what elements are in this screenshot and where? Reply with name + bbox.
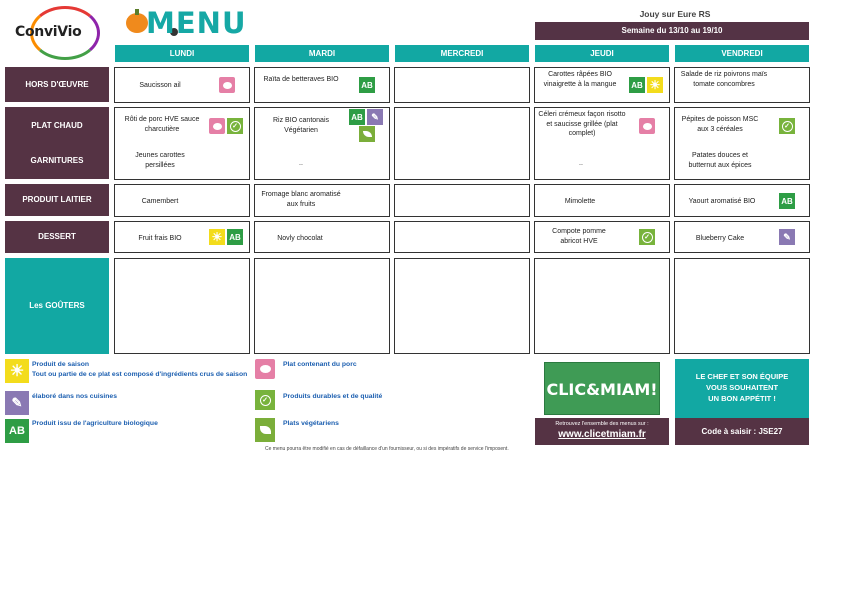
cell-hors-lundi (114, 67, 250, 103)
cell-gouters-mercredi (394, 258, 530, 354)
pork-icon (209, 118, 225, 134)
cell-laitier-mardi (254, 184, 390, 217)
cell-dessert-mardi (254, 221, 390, 253)
pumpkin-icon (126, 13, 148, 33)
menu-item: Blueberry Cake (695, 235, 745, 242)
menu-item: Fruit frais BIO (138, 235, 182, 242)
bio-icon: AB (629, 77, 645, 93)
legend-pork-icon (255, 359, 275, 379)
garniture-item: Jeunes carottes persillées (135, 152, 185, 169)
day-header-jeudi: JEUDI (535, 45, 669, 62)
cell-laitier-jeudi (534, 184, 670, 217)
menu-item: Pépites de poisson MSC aux 3 céréales (681, 116, 759, 133)
cell-laitier-lundi (114, 184, 250, 217)
bio-icon: AB (359, 77, 375, 93)
cell-plat-jeudi (534, 107, 670, 180)
chef-line3: UN BON APPÉTIT ! (708, 394, 776, 403)
legend-veg-icon (255, 418, 275, 442)
sun-icon: ☀ (209, 229, 225, 245)
chef-line1: LE CHEF ET SON ÉQUIPE (695, 372, 789, 381)
cell-gouters-lundi (114, 258, 250, 354)
legend-bio-icon: AB (5, 419, 29, 443)
row-label-plat-chaud: PLAT CHAUD (31, 121, 83, 130)
menu-item: Raïta de betteraves BIO (263, 76, 339, 83)
legend-sun-icon: ☀ (5, 359, 29, 383)
pork-icon (639, 118, 655, 134)
cell-dessert-mercredi (394, 221, 530, 253)
cell-gouters-mardi (254, 258, 390, 354)
cell-hors-mercredi (394, 67, 530, 103)
cell-plat-lundi (114, 107, 250, 180)
row-header-dessert: DESSERT (5, 221, 109, 253)
row-label-garnitures: GARNITURES (30, 156, 84, 165)
legend-chef-icon: ✎ (5, 391, 29, 415)
garniture-item: .. (299, 160, 303, 167)
chef-icon: ✎ (367, 109, 383, 125)
sun-icon: ☀ (647, 77, 663, 93)
veg-icon (359, 126, 375, 142)
cell-hors-vendredi (674, 67, 810, 103)
logo-text: ConviVio (15, 24, 82, 40)
legend-hve-icon: ✓ (255, 390, 275, 410)
menu-item: Rôti de porc HVE sauce charcutière (124, 116, 200, 133)
menu-item: Yaourt aromatisé BIO (688, 198, 756, 205)
cell-gouters-vendredi (674, 258, 810, 354)
disclaimer-note: Ce menu pourra être modifié en cas de défaillance d'un fournisseur, ou si des impératifs de service l'imposent. (265, 446, 509, 452)
site-name: Jouy sur Eure RS (639, 9, 711, 19)
clic-url-link[interactable]: www.clicetmiam.fr (558, 429, 646, 440)
day-header-lundi: LUNDI (115, 45, 249, 62)
cell-dessert-lundi (114, 221, 250, 253)
legend-pork: Plat contenant du porc (283, 361, 357, 368)
bio-icon: AB (227, 229, 243, 245)
row-header-gouters: Les GOÛTERS (5, 258, 109, 354)
bio-icon: AB (349, 109, 365, 125)
access-code: Code à saisir : JSE27 (675, 418, 809, 445)
row-header-hors-doeuvre: HORS D'ŒUVRE (5, 67, 109, 102)
clic-miam-logo: CLIC&MIAM! (544, 362, 660, 415)
pork-icon (219, 77, 235, 93)
chef-icon: ✎ (779, 229, 795, 245)
legend-bio: Produit issu de l'agriculture biologique (32, 420, 158, 427)
cell-plat-vendredi (674, 107, 810, 180)
clic-retrouvez: Retrouvez l'ensemble des menus sur : (555, 421, 649, 427)
day-header-vendredi: VENDREDI (675, 45, 809, 62)
legend-chef-line2: élaboré dans nos cuisines (32, 393, 117, 400)
cell-plat-mercredi (394, 107, 530, 180)
cell-hors-mardi (254, 67, 390, 103)
cell-hors-jeudi (534, 67, 670, 103)
clic-miam-info (535, 418, 669, 445)
pumpkin-stem-icon (135, 9, 139, 15)
legend-hve: Produits durables et de qualité (283, 393, 383, 400)
garniture-item: .. (579, 160, 583, 167)
day-header-mardi: MARDI (255, 45, 389, 62)
hve-icon: ✓ (779, 118, 795, 134)
menu-item: Camembert (141, 198, 179, 205)
cell-gouters-jeudi (534, 258, 670, 354)
chef-line2: VOUS SOUHAITENT (705, 383, 779, 392)
hve-icon: ✓ (227, 118, 243, 134)
bio-icon: AB (779, 193, 795, 209)
week-banner: Semaine du 13/10 au 19/10 (535, 22, 809, 40)
cell-plat-mardi (254, 107, 390, 180)
cell-dessert-vendredi (674, 221, 810, 253)
menu-title: MENU (146, 6, 247, 40)
menu-item: Riz BIO cantonais Végétarien (272, 117, 330, 134)
cell-laitier-mercredi (394, 184, 530, 217)
garniture-item: Patates douces et butternut aux épices (688, 152, 752, 169)
menu-item: Compote pomme abricot HVE (552, 228, 606, 245)
legend-season: Produit de saison (32, 361, 90, 368)
menu-item: Salade de riz poivrons maïs tomate concombres (680, 71, 768, 88)
row-header-produit-laitier: PRODUIT LAITIER (5, 184, 109, 216)
menu-item: Fromage blanc aromatisé aux fruits (261, 191, 341, 208)
chef-message (675, 359, 809, 418)
row-header-plat-garnitures (5, 107, 109, 179)
menu-item: Novly chocolat (277, 235, 323, 242)
hve-icon: ✓ (639, 229, 655, 245)
menu-item: Saucisson ail (139, 82, 181, 89)
legend-veg: Plats végétariens (283, 420, 339, 427)
day-header-mercredi: MERCREDI (395, 45, 529, 62)
menu-item: Carottes râpées BIO vinaigrette à la mangue (543, 71, 617, 88)
cell-laitier-vendredi (674, 184, 810, 217)
legend-chef-line1: Tout ou partie de ce plat est composé d'ingrédients crus de saison (32, 371, 248, 378)
menu-item: Céleri crémeux façon risotto et saucisse grillée (plat complet) (538, 111, 626, 137)
cell-dessert-jeudi (534, 221, 670, 253)
menu-item: Mimolette (564, 198, 596, 205)
